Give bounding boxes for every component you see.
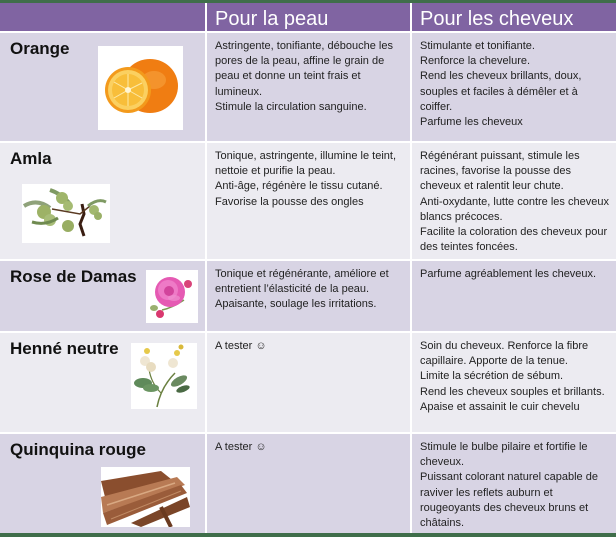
peau-cell	[207, 434, 410, 533]
ingredient-name: Amla	[10, 149, 52, 168]
table-row-orange	[0, 33, 616, 141]
name-cell	[0, 261, 205, 331]
orange-image	[98, 46, 183, 130]
cinchona-bark-image	[101, 467, 190, 527]
henna-plant-image	[131, 343, 197, 409]
peau-cell	[207, 143, 410, 259]
table-row-amla	[0, 143, 616, 259]
ingredient-name: Quinquina rouge	[10, 440, 146, 459]
cheveux-cell	[412, 143, 616, 259]
cheveux-cell	[412, 333, 616, 432]
amla-branch-image	[22, 184, 110, 243]
name-cell	[0, 434, 205, 533]
name-cell	[0, 33, 205, 141]
header-cheveux-label: Pour les cheveux	[420, 8, 574, 30]
cheveux-text: Stimule le bulbe pilaire et fortifie le cheveux. Puissant colorant naturel capable de raviver les reflets auburn et rougeoyants des cheveux bruns et châtains.	[420, 441, 598, 530]
name-cell	[0, 143, 205, 259]
bottom-frame-bar	[0, 533, 616, 537]
peau-text: Tonique et régénérante, améliore et entretient l’élasticité de la peau. Apaisante, soulage les irritations.	[215, 268, 389, 311]
ingredient-name: Rose de Damas	[10, 267, 137, 286]
cheveux-text: Régénérant puissant, stimule les racines, favorise la pousse des cheveux et ralentit leur chute. Anti-oxydante, lutte contre les cheveux blancs précoces. Facilite la coloration des cheveux pour des teintes foncées.	[420, 150, 609, 254]
ingredient-name: Orange	[10, 39, 70, 58]
peau-cell	[207, 261, 410, 331]
cheveux-cell	[412, 434, 616, 533]
peau-text: A tester ☺	[215, 441, 267, 453]
peau-text: A tester ☺	[215, 340, 267, 352]
table-row-quinquina-rouge	[0, 434, 616, 533]
header-peau-label: Pour la peau	[215, 8, 329, 30]
peau-text: Tonique, astringente, illumine le teint, nettoie et purifie la peau. Anti-âge, régénère le tissu cutané. Favorise la pousse des ongles	[215, 150, 396, 208]
name-cell	[0, 333, 205, 432]
ingredient-name: Henné neutre	[10, 339, 119, 358]
peau-text: Astringente, tonifiante, débouche les pores de la peau, affine le grain de peau et donne un teint frais et lumineux. Stimule la circulation sanguine.	[215, 40, 393, 113]
cheveux-text: Soin du cheveux. Renforce la fibre capillaire. Apporte de la tenue. Limite la sécrétion de sébum. Rend les cheveux souples et brillants. Apaise et assainit le cuir chevelu	[420, 340, 605, 413]
cheveux-text: Stimulante et tonifiante. Renforce la chevelure. Rend les cheveux brillants, doux, souples et faciles à démêler et à coiffer. Parfume les cheveux	[420, 40, 582, 129]
table-row-rose-de-damas	[0, 261, 616, 331]
table-row-henne-neutre	[0, 333, 616, 432]
cheveux-text: Parfume agréablement les cheveux.	[420, 268, 597, 280]
header-cell-empty	[0, 3, 205, 31]
header-cell-cheveux	[412, 3, 616, 31]
cheveux-cell	[412, 261, 616, 331]
cheveux-cell	[412, 33, 616, 141]
peau-cell	[207, 333, 410, 432]
peau-cell	[207, 33, 410, 141]
rose-image	[146, 270, 198, 323]
table-header-row	[0, 3, 616, 31]
header-cell-peau	[207, 3, 410, 31]
